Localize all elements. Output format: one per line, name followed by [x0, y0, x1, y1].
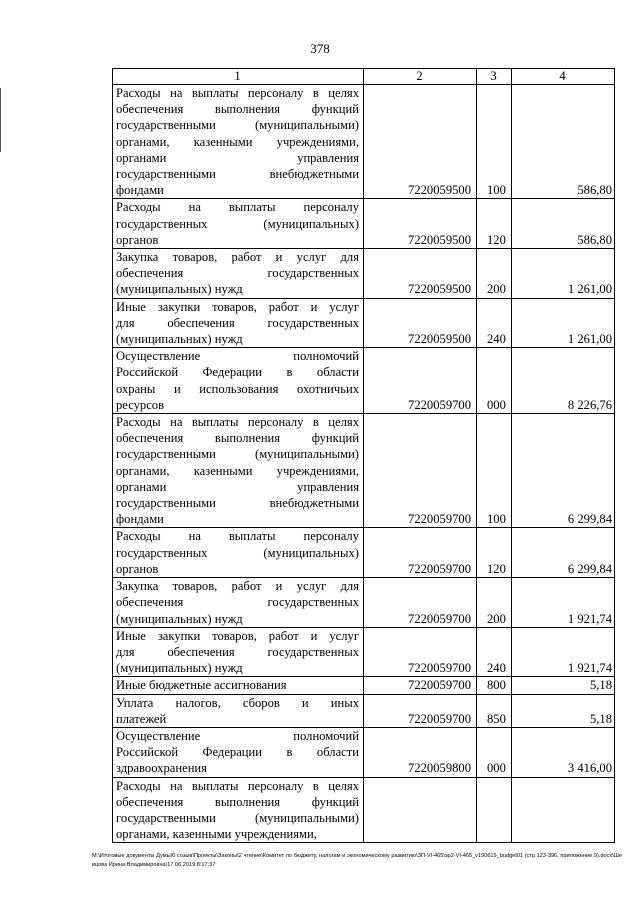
row-description-line: государственных (муниципальных) — [116, 545, 359, 560]
row-expense-type: 200 — [477, 249, 512, 299]
row-description-line: здравоохранения — [116, 761, 207, 776]
column-header-2: 2 — [364, 69, 477, 85]
row-amount: 1 921,74 — [512, 578, 615, 628]
page-number: 378 — [310, 41, 330, 56]
row-description-line: Российской Федерации в области — [116, 365, 359, 380]
table-row — [113, 85, 615, 199]
row-description-line: (муниципальных) нужд — [116, 332, 243, 347]
row-expense-type: 800 — [477, 677, 512, 694]
row-expense-type — [477, 777, 512, 843]
table-row — [113, 528, 615, 578]
row-amount: 5,18 — [512, 694, 615, 727]
table-header-row — [113, 69, 615, 85]
row-description-line: обеспечения выполнения функций — [116, 431, 359, 446]
row-description-line: (муниципальных) нужд — [116, 661, 243, 676]
row-description — [113, 414, 364, 528]
row-description-line: государственными внебюджетными — [116, 167, 359, 182]
row-description-line: органов — [116, 232, 159, 247]
row-description-line: (муниципальных) нужд — [116, 611, 243, 626]
row-description-line: Осуществление полномочий — [116, 728, 359, 743]
table-row — [113, 677, 615, 694]
table-row — [113, 414, 615, 528]
row-description-line: органами, казенными учреждениями, — [116, 827, 317, 842]
row-description-line: платежей — [116, 711, 167, 726]
column-header-4: 4 — [512, 69, 615, 85]
row-description-line: Иные бюджетные ассигнования — [116, 678, 287, 693]
row-description-line: Расходы на выплаты персоналу — [116, 529, 359, 544]
row-target-code: 7220059500 — [364, 298, 477, 348]
row-target-code: 7220059700 — [364, 578, 477, 628]
row-target-code: 7220059700 — [364, 528, 477, 578]
table-row — [113, 249, 615, 299]
row-description-line: Закупка товаров, работ и услуг для — [116, 250, 359, 265]
row-expense-type: 120 — [477, 199, 512, 249]
row-expense-type: 240 — [477, 627, 512, 677]
table-body — [113, 69, 615, 843]
row-amount: 586,80 — [512, 199, 615, 249]
table-row — [113, 727, 615, 777]
table-row — [113, 777, 615, 843]
table-row — [113, 578, 615, 628]
row-amount: 586,80 — [512, 85, 615, 199]
table-row — [113, 199, 615, 249]
row-description — [113, 578, 364, 628]
row-expense-type: 850 — [477, 694, 512, 727]
row-amount: 5,18 — [512, 677, 615, 694]
row-description-line: Расходы на выплаты персоналу — [116, 200, 359, 215]
row-description-line: обеспечения выполнения функций — [116, 794, 359, 809]
row-description — [113, 777, 364, 843]
row-description-line: государственными (муниципальными) — [116, 447, 359, 462]
row-description-line: для обеспечения государственных — [116, 315, 359, 330]
row-description-line: органами, казенными учреждениями, — [116, 134, 359, 149]
row-description-line: для обеспечения государственных — [116, 644, 359, 659]
row-description-line: государственных (муниципальных) — [116, 216, 359, 231]
row-description-line: охраны и использования охотничьих — [116, 381, 359, 396]
row-description-line: ресурсов — [116, 397, 165, 412]
row-target-code: 7220059700 — [364, 694, 477, 727]
row-description-line: обеспечения государственных — [116, 595, 359, 610]
row-description-line: обеспечения государственных — [116, 266, 359, 281]
row-description-line: Расходы на выплаты персоналу в целях — [116, 86, 359, 100]
row-expense-type: 000 — [477, 727, 512, 777]
row-target-code — [364, 777, 477, 843]
row-description-line: фондами — [116, 183, 164, 198]
table-row — [113, 348, 615, 414]
row-expense-type: 100 — [477, 85, 512, 199]
row-amount: 1 261,00 — [512, 298, 615, 348]
row-expense-type: 120 — [477, 528, 512, 578]
margin-mark — [0, 88, 1, 152]
row-description — [113, 727, 364, 777]
row-amount: 6 299,84 — [512, 528, 615, 578]
row-target-code: 7220059700 — [364, 414, 477, 528]
row-amount — [512, 777, 615, 843]
row-amount: 1 921,74 — [512, 627, 615, 677]
budget-table — [112, 68, 615, 843]
row-expense-type: 000 — [477, 348, 512, 414]
row-description-line: органов — [116, 561, 159, 576]
row-amount: 3 416,00 — [512, 727, 615, 777]
row-expense-type: 100 — [477, 414, 512, 528]
row-description-line: Иные закупки товаров, работ и услуг — [116, 628, 359, 643]
row-expense-type: 200 — [477, 578, 512, 628]
row-description — [113, 85, 364, 199]
row-description-line: Российской Федерации в области — [116, 745, 359, 760]
row-target-code: 7220059700 — [364, 677, 477, 694]
footer-file-path: M:\Итоговые документы Думы\6 созыв\Проекты\Законы\2 чтение\Комитет по бюджету, налогам и экономическому развитию\ЗП-VI-465\зр2-VI-465_v190619_budget01 (стр.123-396, приложение 9).docx\Шевцова Ирина Владимировна\17.06.2019 8:17:37 — [92, 853, 622, 868]
row-description-line: (муниципальных) нужд — [116, 282, 243, 297]
row-description — [113, 199, 364, 249]
row-amount: 6 299,84 — [512, 414, 615, 528]
row-target-code: 7220059500 — [364, 85, 477, 199]
row-description-line: обеспечения выполнения функций — [116, 102, 359, 117]
table-row — [113, 298, 615, 348]
row-description-line: Уплата налогов, сборов и иных — [116, 695, 359, 710]
row-description — [113, 249, 364, 299]
row-description-line: Закупка товаров, работ и услуг для — [116, 579, 359, 594]
row-description-line: государственными (муниципальными) — [116, 810, 359, 825]
row-description-line: Расходы на выплаты персоналу в целях — [116, 415, 359, 430]
row-description — [113, 627, 364, 677]
row-expense-type: 240 — [477, 298, 512, 348]
row-description-line: государственными (муниципальными) — [116, 118, 359, 133]
row-description-line: государственными внебюджетными — [116, 496, 359, 511]
table-row — [113, 627, 615, 677]
column-header-1: 1 — [113, 69, 364, 85]
row-amount: 1 261,00 — [512, 249, 615, 299]
row-target-code: 7220059700 — [364, 348, 477, 414]
row-description — [113, 677, 364, 694]
row-target-code: 7220059500 — [364, 199, 477, 249]
table-row — [113, 694, 615, 727]
row-description — [113, 528, 364, 578]
row-description-line: органами управления — [116, 479, 359, 494]
row-description-line: Осуществление полномочий — [116, 349, 359, 364]
row-description-line: фондами — [116, 512, 164, 527]
row-description-line: Иные закупки товаров, работ и услуг — [116, 299, 359, 314]
column-header-3: 3 — [477, 69, 512, 85]
row-target-code: 7220059800 — [364, 727, 477, 777]
row-description — [113, 348, 364, 414]
row-description-line: органами, казенными учреждениями, — [116, 463, 359, 478]
row-description-line: Расходы на выплаты персоналу в целях — [116, 778, 359, 793]
row-target-code: 7220059700 — [364, 627, 477, 677]
row-amount: 8 226,76 — [512, 348, 615, 414]
row-description — [113, 298, 364, 348]
row-description — [113, 694, 364, 727]
row-target-code: 7220059500 — [364, 249, 477, 299]
row-description-line: органами управления — [116, 150, 359, 165]
